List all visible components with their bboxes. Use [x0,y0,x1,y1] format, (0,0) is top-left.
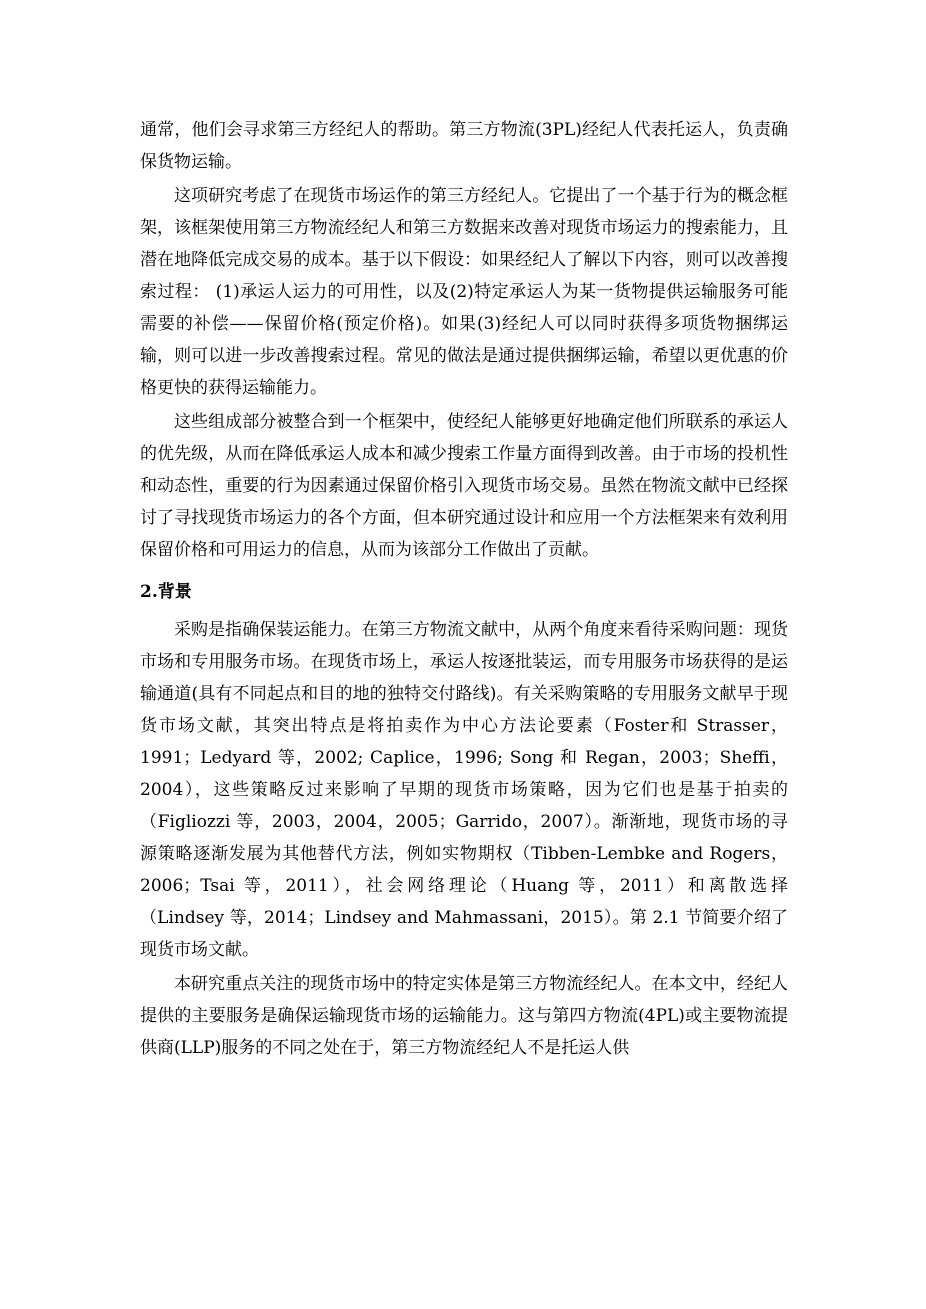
document-body [140,114,788,1066]
paragraph-framework-contribution: 这些组成部分被整合到一个框架中，使经纪人能够更好地确定他们所联系的承运人的优先级，从而在降低承运人成本和减少搜索工作量方面得到改善。由于市场的投机性和动态性，重要的行为因素通过保留价格引入现货市场交易。虽然在物流文献中已经探讨了寻找现货市场运力的各个方面，但本研究通过设计和应用一个方法框架来有效利用保留价格和可用运力的信息，从而为该部分工作做出了贡献。 [140,412,788,560]
paragraph-procurement-literature: 采购是指确保装运能力。在第三方物流文献中，从两个角度来看待采购问题：现货市场和专用服务市场。在现货市场上，承运人按逐批装运，而专用服务市场获得的是运输通道(具有不同起点和目的地的独特交付路线)。有关采购策略的专用服务文献早于现货市场文献，其突出特点是将拍卖作为中心方法论要素（Foster和 Strasser，1991；Ledyard 等，2002; Caplice，1996; Song 和 Regan，2003；Sheffi，2004），这些策略反过来影响了早期的现货市场策略，因为它们也是基于拍卖的（Figliozzi 等，2003，2004，2005；Garrido，2007）。渐渐地，现货市场的寻源策略逐渐发展为其他替代方法，例如实物期权（Tibben-Lembke and Rogers，2006；Tsai 等，2011），社会网络理论（Huang 等，2011）和离散选择（Lindsey 等，2014；Lindsey and Mahmassani，2015）。第 2.1 节简要介绍了现货市场文献。 [140,620,788,960]
paragraph-research-scope: 这项研究考虑了在现货市场运作的第三方经纪人。它提出了一个基于行为的概念框架，该框架使用第三方物流经纪人和第三方数据来改善对现货市场运力的搜索能力，且潜在地降低完成交易的成本。基于以下假设：如果经纪人了解以下内容，则可以改善搜索过程： (1)承运人运力的可用性，以及(2)特定承运人为某一货物提供运输服务可能需要的补偿——保留价格(预定价格)。如果(3)经纪人可以同时获得多项货物捆绑运输，则可以进一步改善搜索过程。常见的做法是通过提供捆绑运输，希望以更优惠的价格更快的获得运输能力。 [140,186,788,398]
paragraph-3pl-broker-focus: 本研究重点关注的现货市场中的特定实体是第三方物流经纪人。在本文中，经纪人提供的主要服务是确保运输现货市场的运输能力。这与第四方物流(4PL)或主要物流提供商(LLP)服务的不同之处在于，第三方物流经纪人不是托运人供 [140,974,788,1058]
paragraph-intro-continuation: 通常，他们会寻求第三方经纪人的帮助。第三方物流(3PL)经纪人代表托运人，负责确保货物运输。 [140,120,788,172]
section-heading-background: 2.背景 [140,582,192,602]
